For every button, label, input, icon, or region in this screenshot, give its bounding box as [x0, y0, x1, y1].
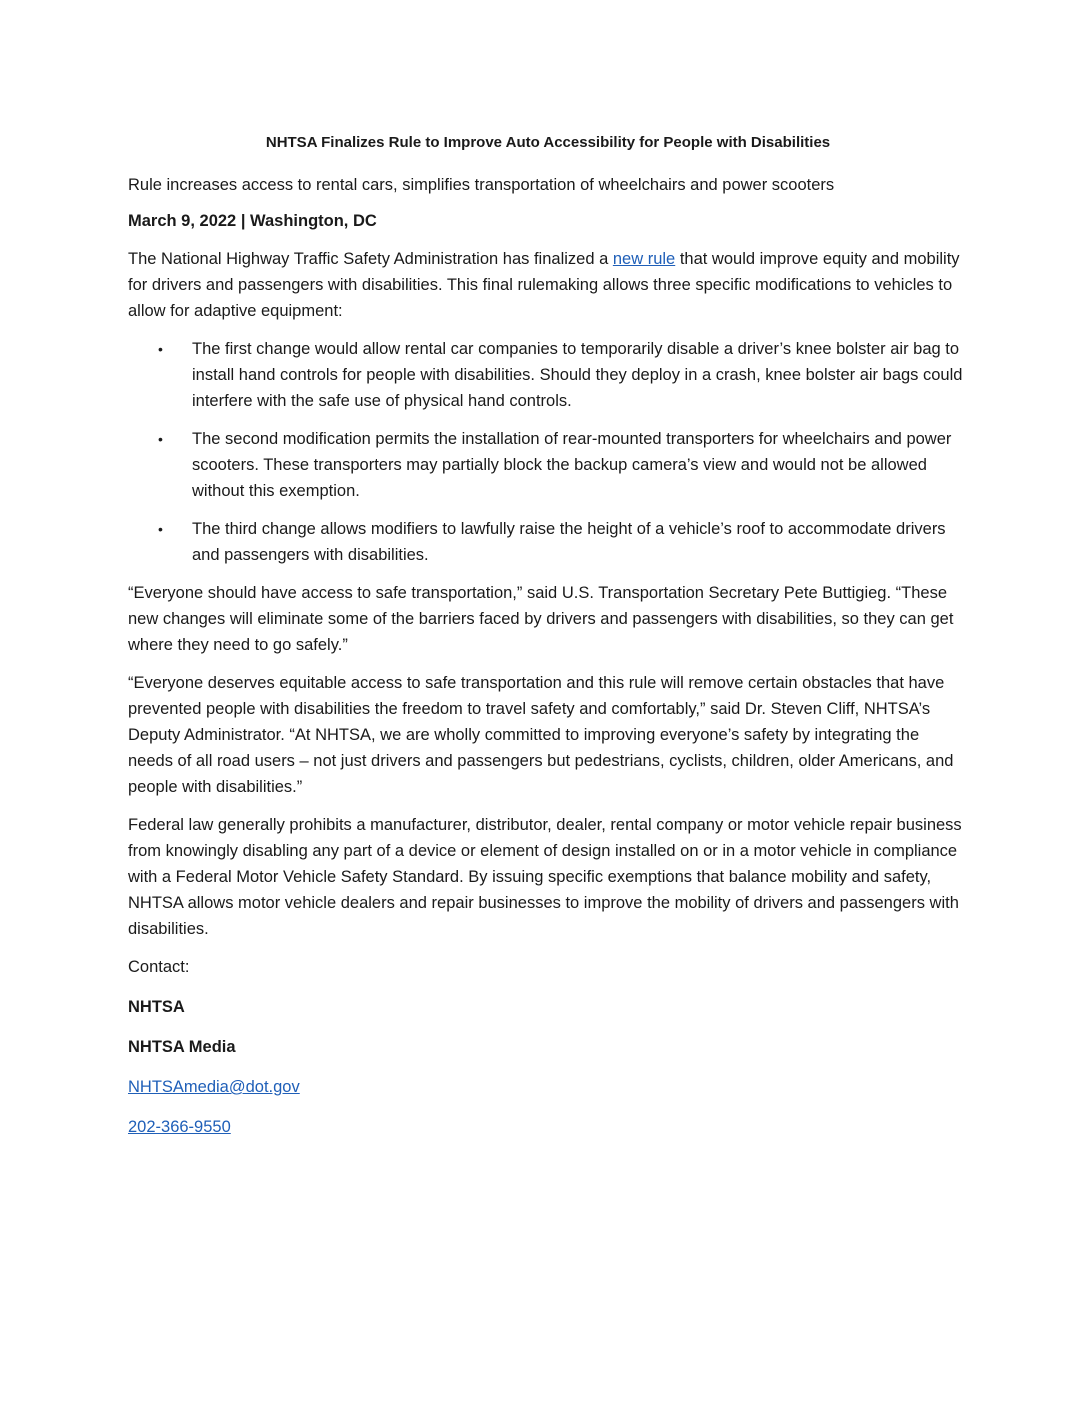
contact-label: Contact: [128, 958, 190, 976]
intro-paragraph [128, 246, 968, 324]
modification-text: The third change allows modifiers to lawfully raise the height of a vehicle’s roof to accommodate drivers and passengers with disabilities. [192, 520, 946, 564]
modifications-list [128, 336, 968, 568]
modification-text: The first change would allow rental car companies to temporarily disable a driver’s knee bolster air bag to install hand controls for people with disabilities. Should they deploy in a crash, knee bolster air bags could interfere with the safe use of physical hand controls. [192, 340, 963, 410]
contact-org: NHTSA [128, 998, 185, 1016]
list-item [128, 336, 968, 414]
dateline: March 9, 2022 | Washington, DC [128, 212, 377, 230]
list-item [128, 426, 968, 504]
buttigieg-quote: “Everyone should have access to safe transportation,” said U.S. Transportation Secretary Pete Buttigieg. “These new changes will eliminate some of the barriers faced by drivers and passengers with disabilities, so they can get where they need to go safely.” [128, 584, 954, 654]
contact-section [128, 954, 968, 1140]
press-release [128, 130, 968, 1154]
contact-phone-link[interactable]: 202-366-9550 [128, 1118, 231, 1136]
list-item [128, 516, 968, 568]
subtitle: Rule increases access to rental cars, simplifies transportation of wheelchairs and power scooters [128, 176, 835, 194]
page-title: NHTSA Finalizes Rule to Improve Auto Accessibility for People with Disabilities [265, 134, 831, 151]
intro-text-before-link: The National Highway Traffic Safety Administration has finalized a [128, 250, 613, 268]
new-rule-link[interactable]: new rule [612, 250, 676, 268]
bullet-icon: • [158, 431, 163, 447]
intro-text-after-link: that would improve equity and mobility for drivers and passengers with disabilities. This final rulemaking allows three specific modifications to vehicles to allow for adaptive equipment: [128, 250, 960, 320]
modification-text: The second modification permits the installation of rear-mounted transporters for wheelchairs and power scooters. These transporters may partially block the backup camera’s view and would not be allowed without this exemption. [192, 430, 952, 500]
federal-law-paragraph: Federal law generally prohibits a manufacturer, distributor, dealer, rental company or motor vehicle repair business from knowingly disabling any part of a device or element of design installed on or in a motor vehicle in compliance with a Federal Motor Vehicle Safety Standard. By issuing specific exemptions that balance mobility and safety, NHTSA allows motor vehicle dealers and repair businesses to improve the mobility of drivers and passengers with disabilities. [128, 816, 962, 938]
cliff-quote: “Everyone deserves equitable access to safe transportation and this rule will remove certain obstacles that have prevented people with disabilities the freedom to travel safety and comfortably,” said Dr. Steven Cliff, NHTSA’s Deputy Administrator. “At NHTSA, we are wholly committed to improving everyone’s safety by integrating the needs of all road users – not just drivers and passengers but pedestrians, cyclists, children, older Americans, and people with disabilities.” [128, 674, 954, 796]
bullet-icon: • [158, 521, 163, 537]
contact-email-link[interactable]: NHTSAmedia@dot.gov [128, 1078, 300, 1096]
contact-dept: NHTSA Media [128, 1038, 236, 1056]
bullet-icon: • [158, 341, 163, 357]
